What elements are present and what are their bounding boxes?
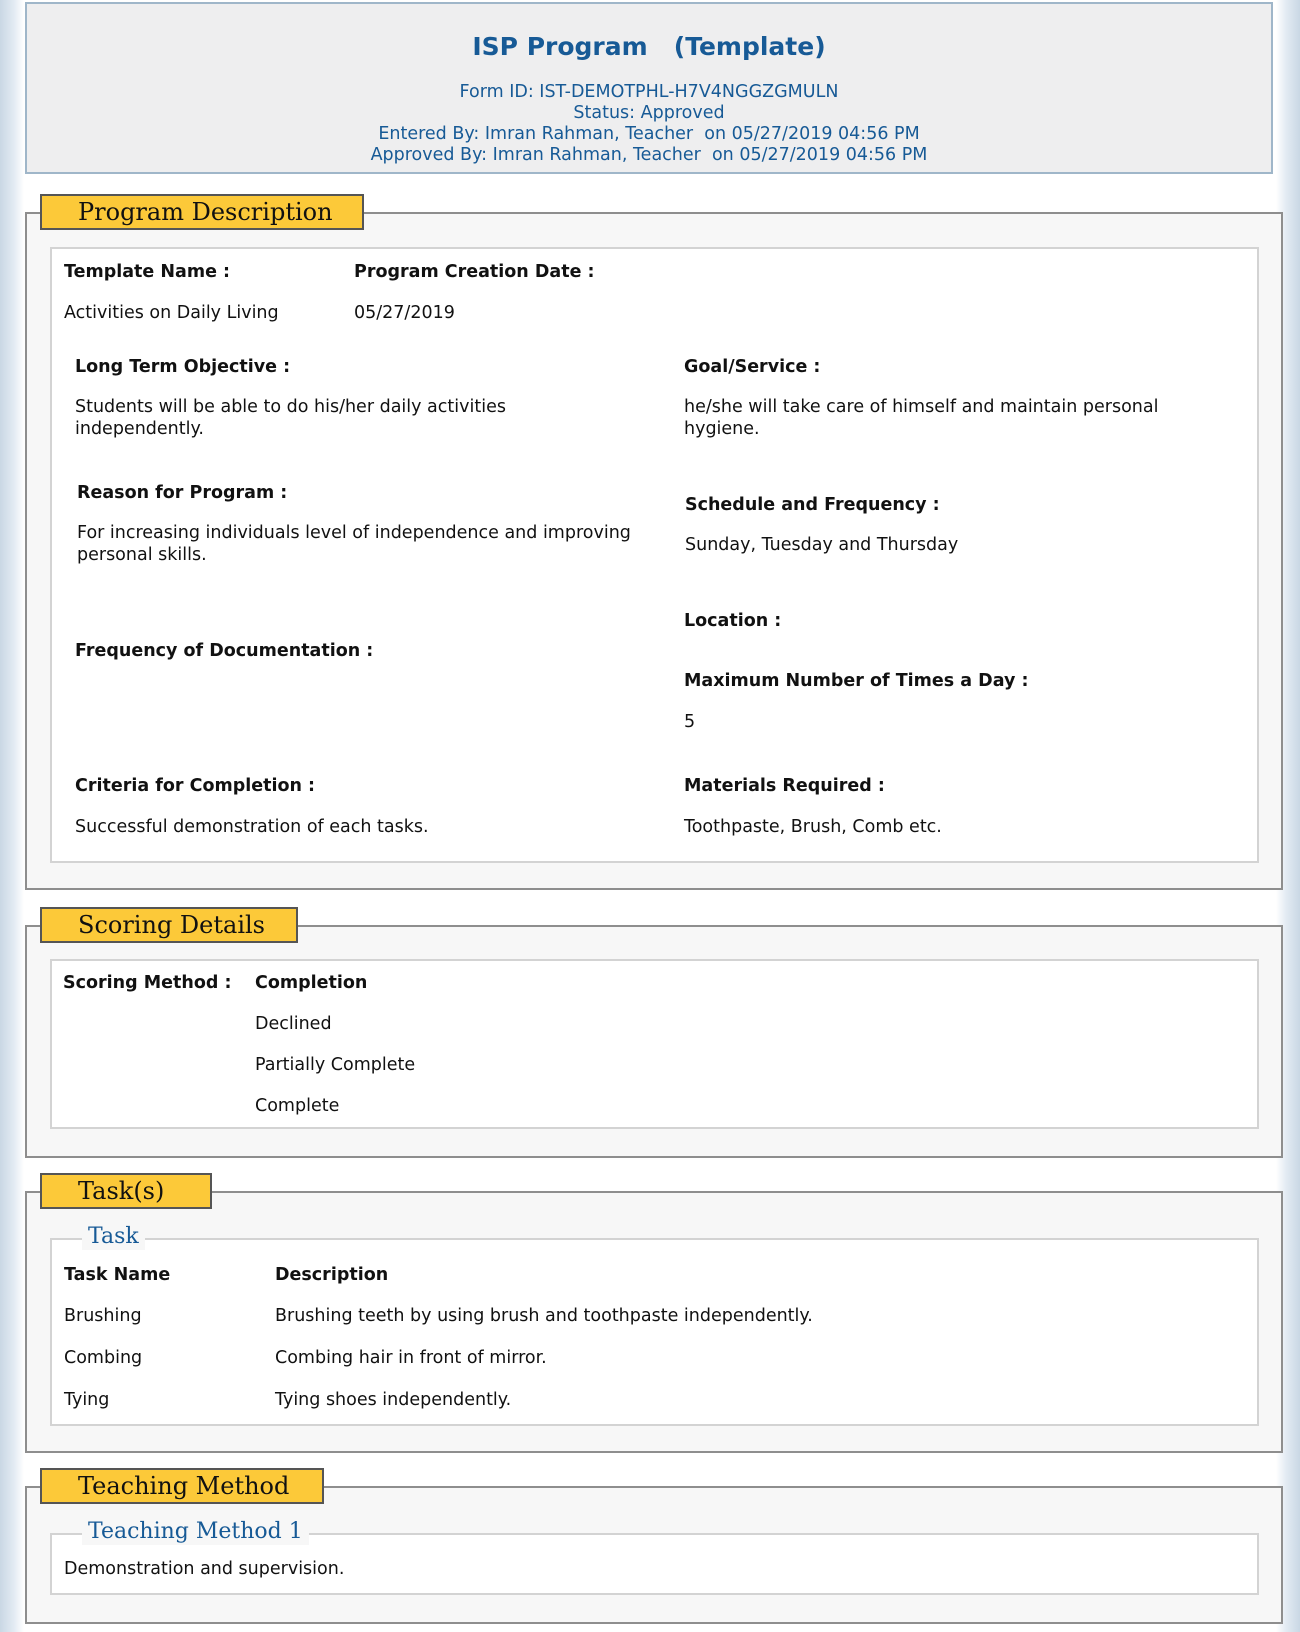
scoring-method-value: Completion <box>255 973 368 993</box>
schedule-value: Sunday, Tuesday and Thursday <box>685 535 959 555</box>
page-title: ISP Program (Template) <box>472 32 826 61</box>
schedule-label: Schedule and Frequency : <box>685 495 940 515</box>
frequency-doc-label: Frequency of Documentation : <box>75 641 374 661</box>
status-text: Status: Approved <box>573 103 725 123</box>
teaching-sublegend: Teaching Method 1 <box>82 1519 309 1545</box>
criteria-label: Criteria for Completion : <box>75 776 316 796</box>
task-name-cell: Tying <box>64 1390 110 1410</box>
creation-date-value: 05/27/2019 <box>354 303 455 323</box>
task-name-cell: Combing <box>64 1348 143 1368</box>
reason-label: Reason for Program : <box>77 483 288 503</box>
long-term-objective-label: Long Term Objective : <box>75 357 291 377</box>
entered-by: Entered By: Imran Rahman, Teacher on 05/27/2019 04:56 PM <box>378 124 920 144</box>
materials-value: Toothpaste, Brush, Comb etc. <box>684 817 942 837</box>
teaching-legend: Teaching Method <box>40 1468 324 1504</box>
creation-date-label: Program Creation Date : <box>354 262 595 282</box>
tasks-legend: Task(s) <box>40 1173 212 1209</box>
program-description-legend: Program Description <box>40 194 364 230</box>
goal-service-value: he/she will take care of himself and maintain personal hygiene. <box>684 397 1159 439</box>
max-times-label: Maximum Number of Times a Day : <box>684 671 1029 691</box>
form-id: Form ID: IST-DEMOTPHL-H7V4NGGZGMULN <box>459 82 839 102</box>
criteria-value: Successful demonstration of each tasks. <box>75 817 429 837</box>
max-times-value: 5 <box>684 712 696 732</box>
form-header <box>25 2 1273 174</box>
task-name-cell: Brushing <box>64 1306 142 1326</box>
task-description-header: Description <box>275 1265 389 1285</box>
approved-by: Approved By: Imran Rahman, Teacher on 05/27/2019 04:56 PM <box>370 145 928 165</box>
tasks-panel <box>50 1238 1259 1426</box>
goal-service-label: Goal/Service : <box>684 357 821 377</box>
task-desc-cell: Tying shoes independently. <box>275 1390 512 1410</box>
task-desc-cell: Brushing teeth by using brush and toothpaste independently. <box>275 1306 813 1326</box>
template-name-label: Template Name : <box>64 262 231 282</box>
scoring-option: Partially Complete <box>255 1055 416 1075</box>
teaching-method-text: Demonstration and supervision. <box>64 1559 345 1579</box>
scoring-option: Declined <box>255 1014 332 1034</box>
reason-value: For increasing individuals level of independence and improving personal skills. <box>77 523 631 565</box>
location-label: Location : <box>684 611 782 631</box>
scoring-method-label: Scoring Method : <box>63 973 232 993</box>
task-name-header: Task Name <box>64 1265 171 1285</box>
task-sublegend: Task <box>82 1224 145 1250</box>
scoring-option: Complete <box>255 1096 340 1116</box>
template-name-value: Activities on Daily Living <box>64 303 279 323</box>
task-desc-cell: Combing hair in front of mirror. <box>275 1348 547 1368</box>
long-term-objective-value: Students will be able to do his/her daily activities independently. <box>75 397 506 439</box>
scoring-legend: Scoring Details <box>40 907 298 943</box>
materials-label: Materials Required : <box>684 776 885 796</box>
